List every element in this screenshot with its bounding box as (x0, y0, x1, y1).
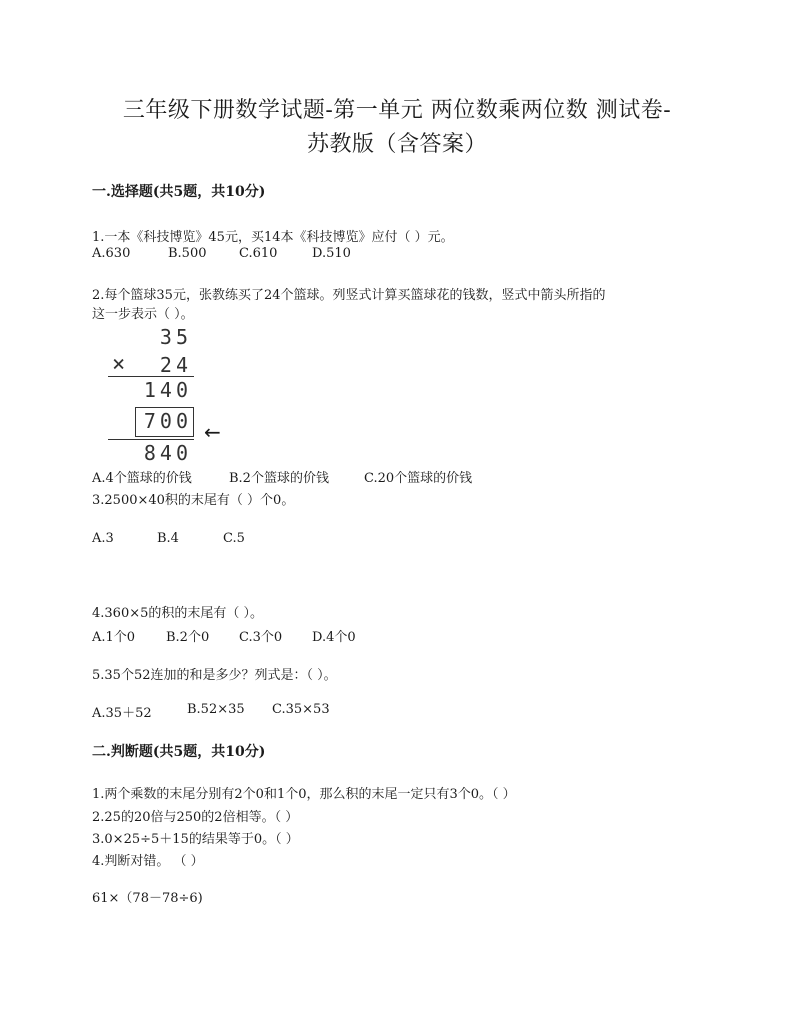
tf-item-2: 2.25的20倍与250的2倍相等。（ ） (92, 810, 299, 825)
doc-title-line2: 苏教版（含答案） (306, 132, 487, 157)
tf-expression: 61×（78－78÷6) (92, 891, 203, 906)
q3-option-a: A.3 (92, 531, 114, 546)
calc-times-sign: × (112, 352, 130, 377)
q2-text-line2: 这一步表示（ ）。 (92, 307, 194, 322)
calc-multiplicand: 35 (159, 325, 192, 349)
q4-options (92, 626, 356, 645)
q4-option-c: C.3个0 (239, 630, 283, 645)
q4-text: 4.360×5的积的末尾有（ ）。 (92, 606, 264, 621)
q1-option-b: B.500 (168, 246, 207, 261)
q2-option-a: A.4个篮球的价钱 (92, 471, 192, 486)
q1-option-a: A.630 (92, 246, 131, 261)
q5-option-c: C.35×53 (272, 702, 330, 717)
calc-partial-product-1: 140 (143, 378, 192, 402)
calc-multiplier: 24 (159, 353, 192, 377)
q5-options (92, 702, 330, 721)
q1-option-c: C.610 (239, 246, 278, 261)
section2-heading: 二.判断题(共5题，共10分) (92, 744, 266, 760)
q2-option-b: B.2个篮球的价钱 (229, 471, 329, 486)
q5-option-a: A.35＋52 (92, 706, 152, 721)
q4-option-b: B.2个0 (166, 630, 210, 645)
tf-item-1: 1.两个乘数的末尾分别有2个0和1个0，那么积的末尾一定只有3个0。（ ） (92, 787, 516, 802)
tf-item-4: 4.判断对错。 （ ） (92, 854, 204, 869)
section1-heading: 一.选择题(共5题，共10分) (92, 184, 266, 200)
q5-option-b: B.52×35 (187, 702, 245, 717)
calc-partial-product-2: 700 (143, 409, 192, 433)
q2-option-c: C.20个篮球的价钱 (364, 471, 473, 486)
q1-option-d: D.510 (312, 246, 351, 261)
q3-options (92, 531, 245, 546)
q1-options (92, 246, 351, 261)
q3-option-c: C.5 (223, 531, 245, 546)
calc-line-2 (108, 439, 194, 440)
q2-text-line1: 2.每个篮球35元，张教练买了24个篮球。列竖式计算买篮球花的钱数，竖式中箭头所指的 (92, 288, 606, 303)
arrow-left-icon: ← (204, 420, 221, 444)
q3-text: 3.2500×40积的末尾有（ ）个0。 (92, 493, 295, 508)
q4-option-d: D.4个0 (312, 630, 356, 645)
q4-option-a: A.1个0 (92, 630, 136, 645)
q1-text: 1.一本《科技博览》45元，买14本《科技博览》应付（ ）元。 (92, 230, 454, 245)
tf-item-3: 3.0×25÷5＋15的结果等于0。（ ） (92, 832, 299, 847)
q2-options (92, 467, 472, 486)
doc-title-line1: 三年级下册数学试题-第一单元 两位数乘两位数 测试卷- (122, 98, 672, 123)
q3-option-b: B.4 (157, 531, 179, 546)
calc-result: 840 (143, 441, 192, 465)
calc-line-1 (108, 376, 194, 377)
q5-text: 5.35个52连加的和是多少？列式是：（ ）。 (92, 668, 337, 683)
